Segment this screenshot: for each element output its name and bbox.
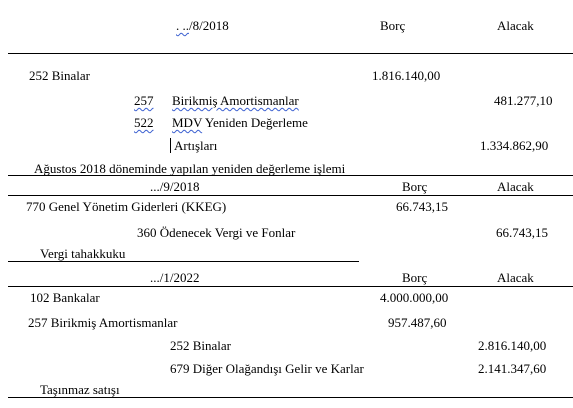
entry-2-date-dots: ...: [150, 179, 160, 194]
entry-3-line-1-debit: 4.000.000,00: [380, 290, 449, 305]
entry-2-line-2-account: 360 Ödenecek Vergi ve Fonlar: [137, 225, 296, 240]
entry-2-credit-header: Alacak: [497, 179, 534, 194]
entry-2-date-value: /9/2018: [159, 179, 200, 194]
text-cursor: [170, 138, 171, 153]
entry-1-line-3-abbr: MDV: [172, 115, 203, 130]
entry-1-line-2-code: 257: [134, 93, 154, 108]
entry-2-footer-rule: [8, 261, 359, 262]
entry-1-line-3-credit: 1.334.862,90: [480, 138, 549, 153]
entry-3-line-2-account: 257 Birikmiş Amortismanlar: [28, 315, 178, 330]
entry-2-line-1-account: 770 Genel Yönetim Giderleri (KKEG): [26, 199, 227, 214]
entry-3-credit-header: Alacak: [497, 270, 534, 285]
entry-1-date-value: /8/2018: [189, 18, 229, 33]
entry-1-line-1-debit: 1.816.140,00: [372, 68, 441, 83]
entry-3-line-3-account: 252 Binalar: [170, 338, 232, 353]
entry-1-debit-header: Borç: [380, 18, 406, 33]
entry-2-header-rule: [8, 195, 573, 196]
entry-1-line-1-account: 252 Binalar: [29, 68, 91, 83]
entry-1-header-rule: [8, 53, 573, 54]
entry-3-header-rule: [8, 286, 573, 287]
entry-2-line-1-debit: 66.743,15: [396, 199, 448, 214]
entry-2-description: Vergi tahakkuku: [40, 246, 126, 261]
entry-3-description: Taşınmaz satışı: [40, 382, 120, 397]
entry-2-line-2-credit: 66.743,15: [496, 225, 548, 240]
entry-3-line-1-account: 102 Bankalar: [30, 290, 100, 305]
entry-2-debit-header: Borç: [402, 179, 428, 194]
entry-3-debit-header: Borç: [402, 270, 428, 285]
entry-1-line-3-name-text: Yeniden Değerleme: [204, 115, 308, 130]
entry-3-line-4-account: 679 Diğer Olağandışı Gelir ve Karlar: [170, 361, 364, 376]
entry-3-footer-rule: [8, 397, 573, 398]
entry-3-line-3-credit: 2.816.140,00: [478, 338, 547, 353]
entry-3-line-2-debit: 957.487,60: [388, 315, 447, 330]
entry-2-date: [150, 179, 199, 194]
entry-1-date-prefix: . ..: [176, 18, 189, 33]
entry-1-date: [176, 18, 229, 33]
entry-1-line-3-continuation: Artışları: [174, 138, 218, 153]
entry-1-line-2-credit: 481.277,10: [494, 93, 553, 108]
entry-1-credit-header: Alacak: [497, 18, 534, 33]
entry-1-line-2-name: Birikmiş Amortismanlar: [172, 93, 299, 108]
entry-1-line-3-name: [172, 115, 308, 130]
entry-1-description: Ağustos 2018 döneminde yapılan yeniden değerleme işlemi: [34, 161, 346, 176]
entry-1-line-3-code: 522: [134, 115, 154, 130]
entry-1-footer-rule: [8, 175, 573, 176]
entry-3-line-4-credit: 2.141.347,60: [478, 361, 547, 376]
entry-3-date: .../1/2022: [150, 270, 200, 285]
